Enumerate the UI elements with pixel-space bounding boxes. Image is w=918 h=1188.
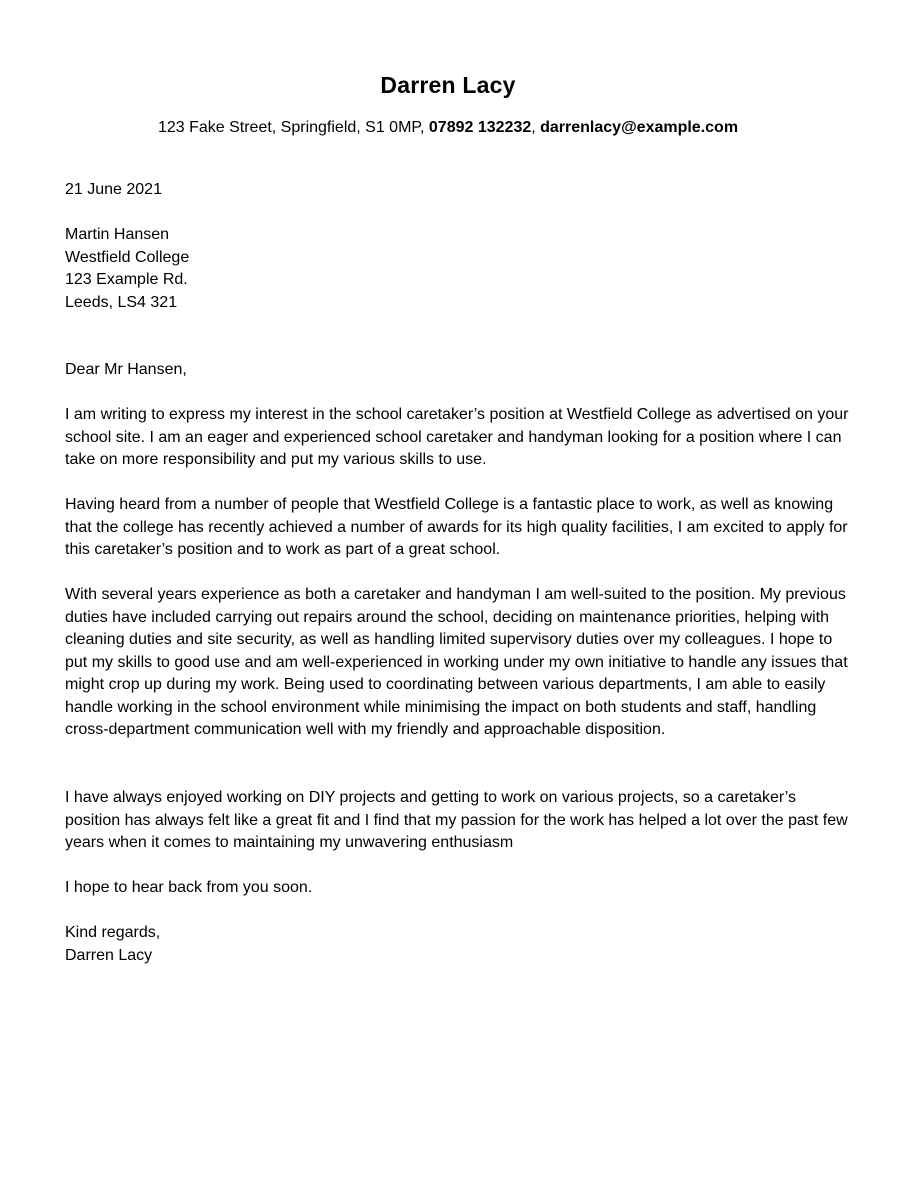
recipient-street: 123 Example Rd. xyxy=(65,271,188,288)
signature-name: Darren Lacy xyxy=(65,946,153,964)
sender-phone: 07892 132232 xyxy=(428,119,532,136)
body-paragraph: I have always enjoyed working on DIY projects and getting to work on various projects, so a caretaker’s position has always felt like a great fit and I find that my passion for the work has helped a lot over the past few years when it comes to maintaining my unwavering enthusiasm xyxy=(65,789,848,851)
recipient-organization: Westfield College xyxy=(65,248,190,266)
body-paragraph: With several years experience as both a caretaker and handyman I am well-suited to the position. My previous duties have included carrying out repairs around the school, deciding on maintenance priorities, helping with cleaning duties and site security, as well as handling limited supervisory duties over my colleagues. I hope to put my skills to good use and am well-experienced in working under my own initiative to handle any issues that might crop up during my work. Being used to coordinating between various departments, I am able to easily handle working in the school environment while minimising the impact on both students and staff, handling cross-department communication well with my friendly and approachable disposition. xyxy=(65,586,848,738)
sender-address: 123 Fake Street, Springfield, S1 0MP xyxy=(157,119,421,136)
recipient-city: Leeds, LS4 321 xyxy=(65,293,178,311)
sender-name: Darren Lacy xyxy=(380,72,516,98)
body-paragraph: I hope to hear back from you soon. xyxy=(65,879,313,896)
recipient-block xyxy=(65,224,855,314)
salutation: Dear Mr Hansen, xyxy=(65,361,187,378)
signoff-block xyxy=(65,922,855,967)
contact-line: 123 Fake Street, Springfield, S1 0MP, 07892 132232, darrenlacy@example.com xyxy=(157,119,739,136)
sender-email: darrenlacy@example.com xyxy=(540,119,739,136)
body-paragraph: Having heard from a number of people that Westfield College is a fantastic place to work, as well as knowing that the college has recently achieved a number of awards for its high quality facilities, I am excited to apply for this caretaker’s position and to work as part of a great school. xyxy=(65,496,848,558)
body-paragraph: I am writing to express my interest in the school caretaker’s position at Westfield College as advertised on your school site. I am an eager and experienced school caretaker and handyman looking for a position where I can take on more responsibility and put my various skills to use. xyxy=(65,406,849,468)
letter-date: 21 June 2021 xyxy=(65,181,162,198)
recipient-name: Martin Hansen xyxy=(65,226,170,243)
closing: Kind regards, xyxy=(65,924,161,941)
